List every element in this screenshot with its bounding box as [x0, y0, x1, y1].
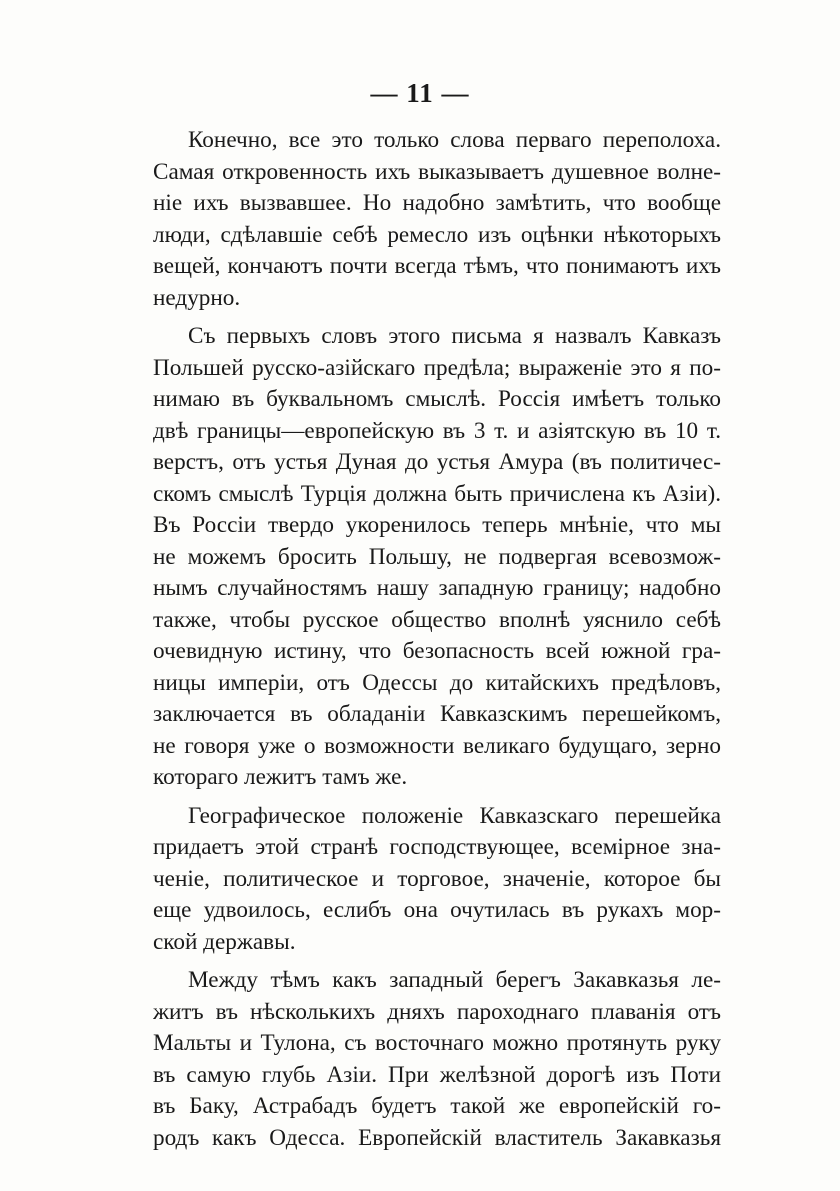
paragraph-1: [153, 125, 721, 314]
body-text: [153, 125, 721, 1161]
paragraph-4: [153, 965, 721, 1154]
text-line: Самая откровенность ихъ выказываетъ душевное волне-: [153, 158, 721, 185]
text-line: не можемъ бросить Польшу, не подвергая всевозмож-: [153, 543, 721, 570]
text-line: Между тѣмъ какъ западный берегъ Закавказья ле-: [188, 967, 721, 993]
text-line: не говоря уже о возможности великаго будущаго, зерно: [153, 732, 721, 759]
text-line: еще удвоилось, еслибъ она очутилась въ рукахъ мор-: [153, 897, 721, 923]
text-line: котораго лежитъ тамъ же.: [153, 764, 408, 790]
text-line: двѣ границы—европейскую въ 3 т. и азіятскую въ 10 т.: [153, 417, 721, 444]
paragraph-3: [153, 801, 721, 959]
text-line: скомъ смыслѣ Турція должна быть причислена къ Азіи).: [153, 480, 721, 507]
text-line: Польшей русско-азійскаго предѣла; выраженіе это я по-: [153, 354, 721, 381]
text-line: ницы имперіи, отъ Одессы до китайскихъ предѣловъ,: [153, 669, 721, 696]
text-line: ніе ихъ вызвавшее. Но надобно замѣтить, что вообще: [153, 190, 721, 216]
text-line: ченіе, политическое и торговое, значеніе, которое бы: [153, 865, 721, 892]
text-line: люди, сдѣлавшіе себѣ ремесло изъ оцѣнки нѣкоторыхъ: [153, 221, 721, 248]
text-line: недурно.: [153, 284, 241, 311]
text-line: также, чтобы русское общество вполнѣ уяснило себѣ: [153, 606, 721, 633]
text-line: верстъ, отъ устья Дуная до устья Амура (въ политичес-: [153, 449, 721, 475]
text-line: родъ какъ Одесса. Европейскій властитель Закавказья: [153, 1124, 721, 1151]
text-line: ской державы.: [153, 928, 296, 955]
text-line: въ самую глубь Азіи. При желѣзной дорогѣ изъ Поти: [153, 1061, 721, 1088]
text-line: Въ Россіи твердо укоренилось теперь мнѣніе, что мы: [153, 512, 721, 538]
text-line: Мальты и Тулона, съ восточнаго можно протянуть руку: [153, 1030, 721, 1056]
text-line: житъ въ нѣсколькихъ дняхъ пароходнаго плаванія отъ: [153, 998, 721, 1025]
page-number: — 11 —: [370, 78, 470, 108]
text-line: нымъ случайностямъ нашу западную границу; надобно: [153, 575, 721, 601]
text-line: въ Баку, Астрабадъ будетъ такой же европейскій го-: [153, 1093, 721, 1119]
text-line: Конечно, все это только слова перваго переполоха.: [188, 127, 721, 153]
text-line: очевидную истину, что безопасность всей южной гра-: [153, 638, 721, 664]
text-line: нимаю въ буквальномъ смыслѣ. Россія имѣетъ только: [153, 386, 721, 412]
text-line: заключается въ обладаніи Кавказскимъ перешейкомъ,: [153, 701, 721, 727]
text-line: придаетъ этой странѣ господствующее, всемірное зна-: [153, 834, 721, 860]
paragraph-2: [153, 321, 721, 794]
text-line: вещей, кончаютъ почти всегда тѣмъ, что понимаютъ ихъ: [153, 253, 721, 279]
text-line: Географическое положеніе Кавказскаго перешейка: [188, 802, 721, 829]
text-line: Съ первыхъ словъ этого письма я назвалъ Кавказъ: [188, 323, 721, 349]
